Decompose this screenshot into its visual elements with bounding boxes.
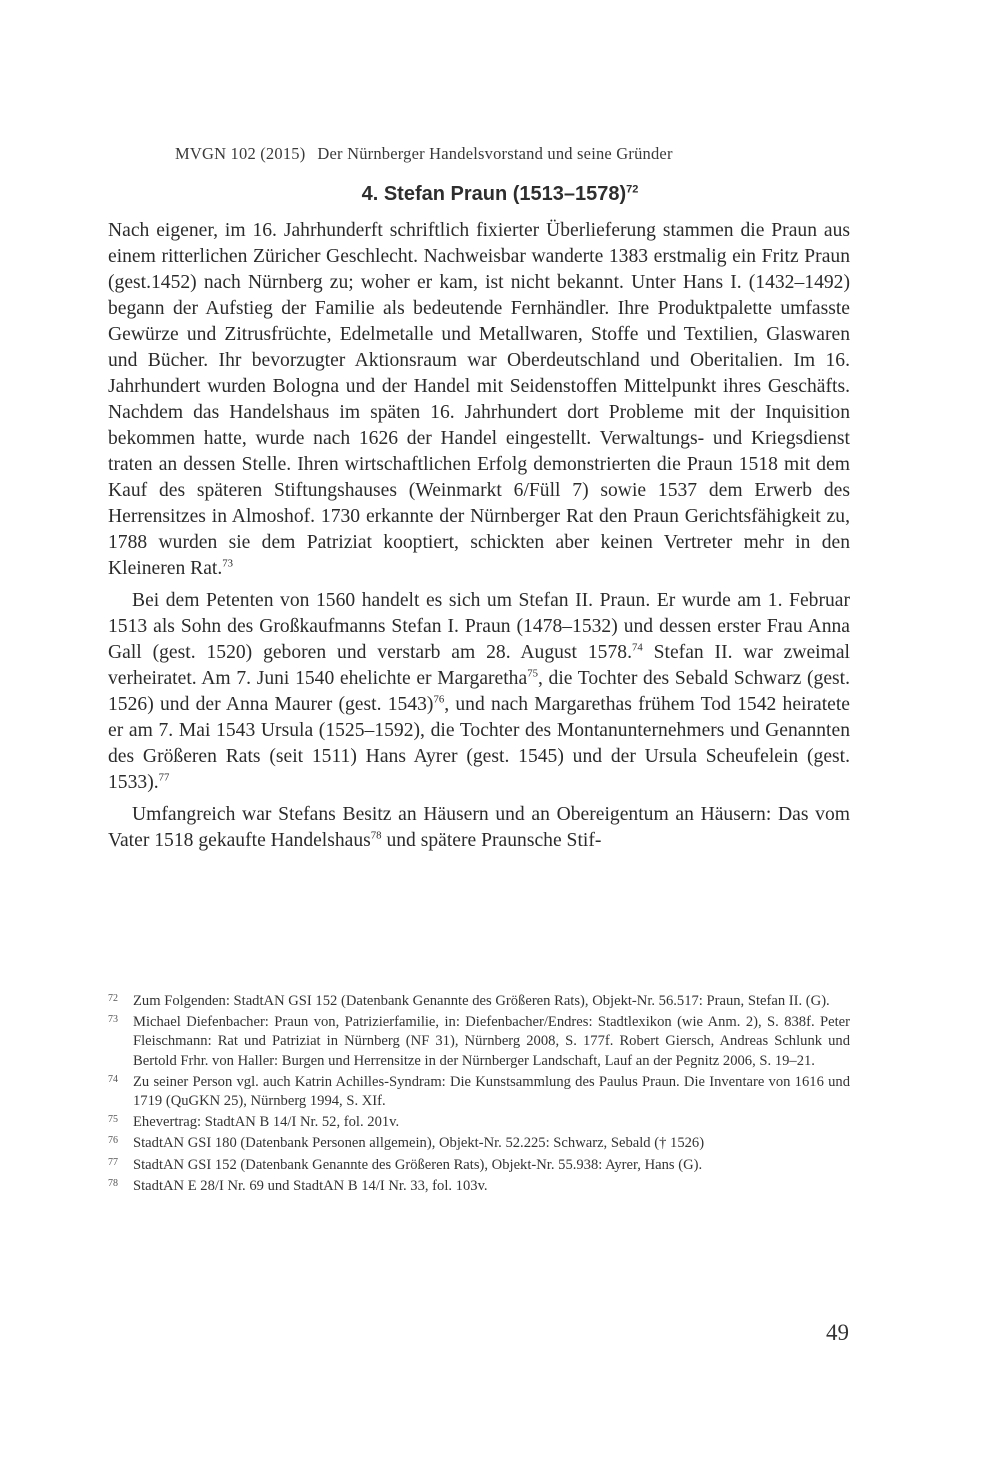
footnote-text: StadtAN E 28/I Nr. 69 und StadtAN B 14/I Nr. 33, fol. 103v. (133, 1177, 488, 1194)
footnote-ref[interactable]: 76 (433, 693, 445, 706)
footnote (108, 1013, 850, 1071)
paragraph (108, 218, 850, 582)
paragraph-text: und spätere Praunsche Stif- (381, 830, 602, 851)
paragraph-text: , und nach Margarethas frühem Tod 1542 heiratete er am 7. Mai 1543 Ursula (1525–1592), die Tochter des Montanunternehmers und Genannten des Größeren Rats (seit 1511) Hans Ayrer (gest. 1545) und der Ursula Scheufelein (gest. 1533). (108, 694, 850, 793)
footnote (108, 1073, 850, 1111)
paragraph (108, 588, 850, 796)
paragraph-text: Bei dem Petenten von 1560 handelt es sich um Stefan II. Praun. Er wurde am 1. Februar 1513 als Sohn des Großkaufmanns Stefan I. Praun (1478–1532) und dessen erster Frau Anna Gall (gest. 1520) geboren und verstarb am 28. August 1578. (108, 590, 850, 663)
footnotes (108, 992, 850, 1198)
footnote (108, 1156, 850, 1175)
footnote (108, 1113, 850, 1132)
paragraph-text: Umfangreich war Stefans Besitz an Häusern und an Obereigentum an Häusern: Das vom Vater 1518 gekaufte Handelshaus (108, 804, 850, 851)
footnote-number: 75 (108, 1114, 118, 1126)
footnote-ref[interactable]: 73 (222, 557, 234, 570)
paragraph-text: Stefan II. war zweimal verheiratet. Am 7. Juni 1540 ehelichte er Margaretha (108, 642, 851, 689)
footnote-ref[interactable]: 77 (158, 771, 170, 784)
footnote-ref[interactable]: 78 (370, 829, 382, 842)
footnote-ref[interactable]: 74 (631, 641, 643, 654)
footnote-ref[interactable]: 72 (626, 183, 639, 196)
footnote-number: 74 (108, 1073, 118, 1085)
footnote-number: 77 (108, 1156, 118, 1168)
footnote-number: 78 (108, 1177, 118, 1189)
footnote-number: 76 (108, 1135, 118, 1147)
footnote (108, 1177, 850, 1196)
journal-citation: MVGN 102 (2015) (175, 144, 306, 163)
footnote-text: Zum Folgenden: StadtAN GSI 152 (Datenbank Genannte des Größeren Rats), Objekt-Nr. 56.517: Praun, Stefan II. (G). (133, 993, 830, 1009)
footnote-text: StadtAN GSI 152 (Datenbank Genannte des Größeren Rats), Objekt-Nr. 55.938: Ayrer, Hans (G). (133, 1156, 703, 1173)
footnote (108, 1134, 850, 1153)
page-number: 49 (826, 1320, 849, 1345)
running-title: Der Nürnberger Handelsvorstand und seine Gründer (317, 144, 673, 163)
running-header (175, 144, 673, 164)
footnote-ref[interactable]: 75 (527, 667, 538, 680)
section-title-text: 4. Stefan Praun (1513–1578) (361, 183, 627, 205)
footnote-number: 72 (108, 993, 118, 1004)
footnote-text: StadtAN GSI 180 (Datenbank Personen allgemein), Objekt-Nr. 52.225: Schwarz, Sebald († 1526) (133, 1135, 705, 1152)
section-title (0, 183, 1000, 206)
footnote-text: Ehevertrag: StadtAN B 14/I Nr. 52, fol. 201v. (133, 1114, 400, 1131)
paragraph-text: , die Tochter des Sebald Schwarz (gest. 1526) und der Anna Maurer (gest. 1543) (108, 668, 850, 715)
footnote (108, 992, 850, 1011)
footnote-number: 73 (108, 1014, 118, 1026)
footnote-text: Zu seiner Person vgl. auch Katrin Achilles-Syndram: Die Kunstsammlung des Paulus Praun. Die Inventare von 1616 und 1719 (QuGKN 25), Nürnberg 1994, S. XIf. (133, 1073, 850, 1110)
footnote-text: Michael Diefenbacher: Praun von, Patrizierfamilie, in: Diefenbacher/Endres: Stadtlexikon (wie Anm. 2), S. 838f. Peter Fleischmann: Rat und Patriziat in Nürnberg (NF 31), Nürnberg 2008, S. 177f. Robert Giersch, Andreas Schlunk und Bertold Frhr. von Haller: Burgen und Herrensitze in der Nürnberger Landschaft, Lauf an der Pegnitz 2006, S. 19–21. (133, 1014, 850, 1069)
main-text (108, 218, 850, 854)
paragraph (108, 802, 850, 854)
paragraph-text: Nach eigener, im 16. Jahrhunderft schriftlich fixierter Überlieferung stammen die Praun aus einem ritterlichen Züricher Geschlecht. Nachweisbar wanderte 1383 erstmalig ein Fritz Praun (gest.1452) nach Nürnberg zu; woher er kam, ist nicht bekannt. Unter Hans I. (1432–1492) begann der Aufstieg der Familie als bedeutende Fernhändler. Ihre Produktpalette umfasste Gewürze und Zitrusfrüchte, Edelmetalle und Metallwaren, Stoffe und Textilien, Glaswaren und Bücher. Ihr bevorzugter Aktionsraum war Oberdeutschland und Oberitalien. Im 16. Jahrhundert wurden Bologna und der Handel mit Seidenstoffen Mittelpunkt ihres Geschäfts. Nachdem das Handelshaus im späten 16. Jahrhundert dort Probleme mit der Inquisition bekommen hatte, wurde nach 1626 der Handel eingestellt. Verwaltungs- und Kriegsdienst traten an dessen Stelle. Ihren wirtschaftlichen Erfolg demonstrierten die Praun 1518 mit dem Kauf des späteren Stiftungshauses (Weinmarkt 6/Füll 7) sowie 1537 dem Erwerb des Herrensitzes in Almoshof. 1730 erkannte der Nürnberger Rat den Praun Gerichtsfähigkeit zu, 1788 wurden sie dem Patriziat kooptiert, schickten aber keinen Vertreter mehr in den Kleineren Rat. (108, 220, 850, 579)
